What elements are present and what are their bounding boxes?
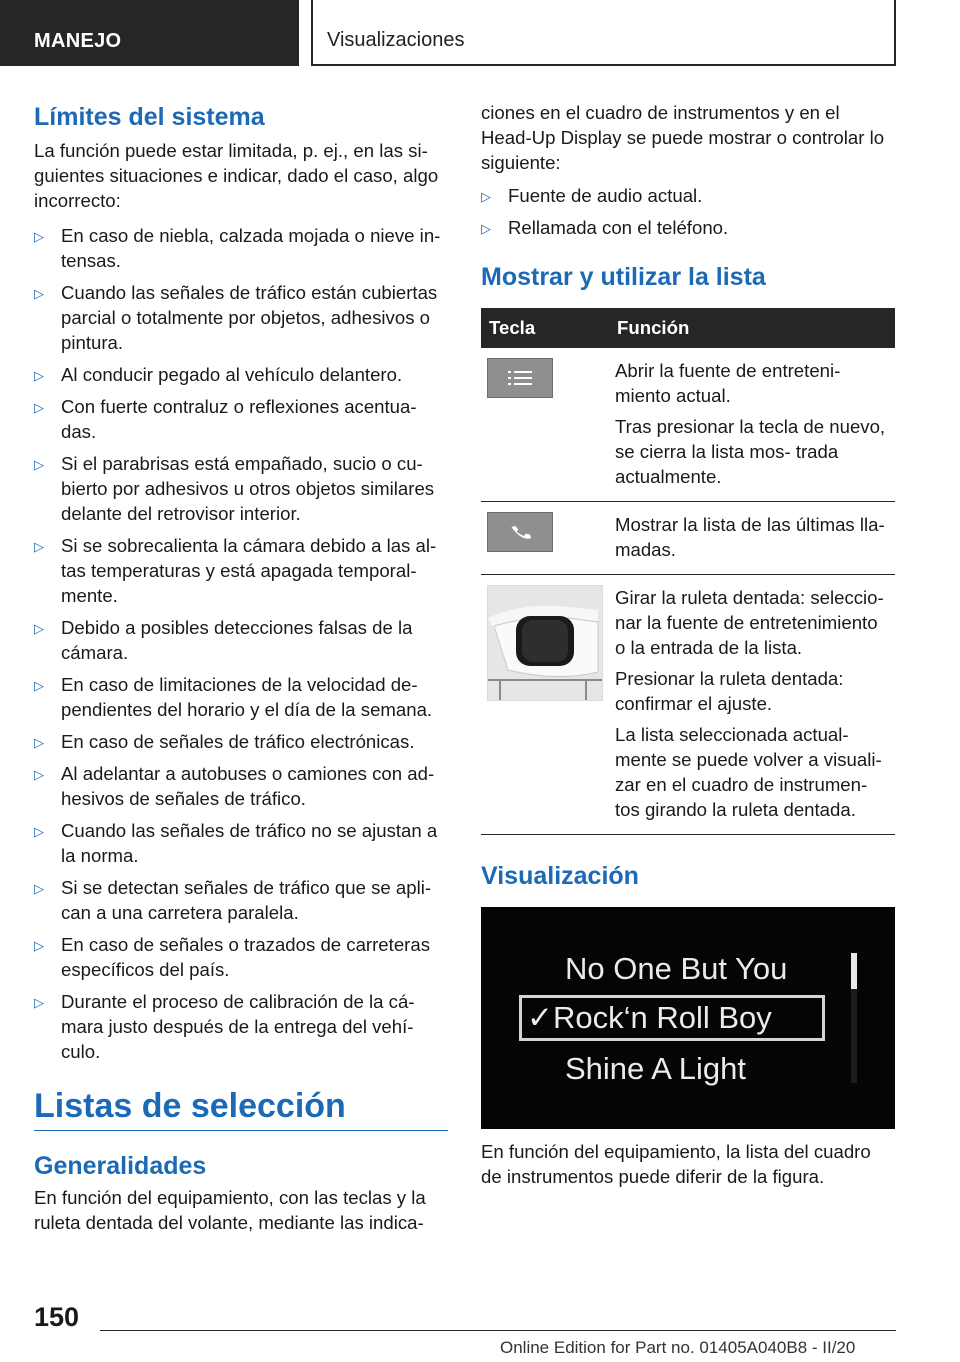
list-item: ▷ Al adelantar a autobuses o camiones con ad- hesivos de señales de tráfico.: [34, 763, 435, 809]
right-column: [481, 100, 895, 1189]
function-cell: Mostrar la lista de las últimas lla- madas.: [609, 502, 895, 575]
key-cell: [481, 348, 609, 502]
list-heading: Mostrar y utilizar la lista: [481, 263, 766, 291]
header-function: Función: [609, 308, 895, 348]
list-item: ▷ Si se sobrecalienta la cámara debido a las al- tas temperaturas y está apagada temporal- mente.: [34, 535, 437, 606]
general-text: En función del equipamiento, con las teclas y la ruleta dentada del volante, mediante las indica-: [34, 1187, 426, 1233]
display-row-selected: ✓Rock‘n Roll Boy: [527, 1000, 772, 1035]
list-item: ▷ Con fuerte contraluz o reflexiones acentua- das.: [34, 396, 417, 442]
list-item: ▷ Cuando las señales de tráfico están cubiertas parcial o totalmente por objetos, adhesivos o pintura.: [34, 282, 438, 353]
limits-list: [34, 223, 448, 1064]
page-number: 150: [34, 1302, 80, 1332]
list-item: ▷ En caso de señales de tráfico electrónicas.: [34, 729, 448, 754]
limits-heading: Límites del sistema: [34, 103, 265, 131]
bullet-triangle-icon: ▷: [34, 678, 44, 693]
display-scroll-thumb: [851, 953, 857, 989]
bullet-triangle-icon: ▷: [34, 735, 44, 750]
phone-icon: [487, 512, 553, 552]
display-caption: En función del equipamiento, la lista del cuadro de instrumentos puede diferir de la figura.: [481, 1141, 871, 1187]
general-heading: Generalidades: [34, 1152, 207, 1180]
display-heading: Visualización: [481, 862, 639, 890]
instrument-display: [481, 907, 895, 1129]
limits-intro: La función puede estar limitada, p. ej., en las si- guientes situaciones e indicar, dado el caso, algo incorrecto:: [34, 140, 439, 211]
list-item: ▷ En caso de limitaciones de la velocidad de- pendientes del horario y el día de la semana.: [34, 674, 433, 720]
thumbwheel-icon: [487, 585, 603, 701]
list-item: ▷ Rellamada con el teléfono.: [481, 215, 895, 240]
options-list: [481, 183, 895, 240]
function-cell: Girar la ruleta dentada: seleccio- nar la fuente de entretenimiento o la entrada de la lista. Presionar la ruleta dentada: confirmar el ajuste. La lista seleccionada actual- mente se puede volver a visuali- zar en el cuadro de instrumen- tos girando la ruleta dentada.: [609, 575, 895, 835]
bullet-triangle-icon: ▷: [34, 457, 44, 472]
list-item: ▷ Durante el proceso de calibración de la cá- mara justo después de la entrega del vehí- culo.: [34, 991, 415, 1062]
table-row: [481, 348, 895, 502]
bullet-triangle-icon: ▷: [34, 824, 44, 839]
display-row: Shine A Light: [565, 1051, 746, 1086]
bullet-triangle-icon: ▷: [34, 286, 44, 301]
table-row: [481, 575, 895, 835]
list-item: ▷ Si se detectan señales de tráfico que se apli- can a una carretera paralela.: [34, 877, 432, 923]
list-item: ▷ Cuando las señales de tráfico no se ajustan a la norma.: [34, 820, 438, 866]
bullet-triangle-icon: ▷: [34, 229, 44, 244]
section-tab: [0, 0, 299, 66]
bullet-triangle-icon: ▷: [34, 400, 44, 415]
keys-table: [481, 308, 895, 835]
bullet-triangle-icon: ▷: [34, 368, 44, 383]
bullet-triangle-icon: ▷: [34, 767, 44, 782]
left-column: [34, 100, 448, 1235]
edition-text: Online Edition for Part no. 01405A040B8 - II/20: [500, 1338, 856, 1357]
key-cell: [481, 502, 609, 575]
display-row: No One But You: [565, 951, 788, 986]
list-item: ▷ Fuente de audio actual.: [481, 183, 895, 208]
footer-rule: [100, 1330, 896, 1331]
table-header-row: [481, 308, 895, 348]
list-item: ▷ Al conducir pegado al vehículo delantero.: [34, 362, 448, 387]
list-item: ▷ Si el parabrisas está empañado, sucio o cu- bierto por adhesivos u otros objetos similares delante del retrovisor interior.: [34, 453, 435, 524]
bullet-triangle-icon: ▷: [34, 621, 44, 636]
list-item: ▷ Debido a posibles detecciones falsas de la cámara.: [34, 617, 413, 663]
header-key: Tecla: [481, 308, 609, 348]
list-icon: [487, 358, 553, 398]
display-scrollbar: [851, 953, 857, 1083]
bullet-triangle-icon: ▷: [481, 189, 491, 204]
bullet-triangle-icon: ▷: [34, 995, 44, 1010]
bullet-triangle-icon: ▷: [34, 938, 44, 953]
bullet-triangle-icon: ▷: [34, 881, 44, 896]
continued-text: ciones en el cuadro de instrumentos y en el Head-Up Display se puede mostrar o controlar lo siguiente:: [481, 102, 885, 173]
selection-heading: Listas de selección: [34, 1087, 346, 1125]
chapter-label: Visualizaciones: [327, 29, 465, 51]
section-label: MANEJO: [34, 30, 122, 52]
bullet-triangle-icon: ▷: [34, 539, 44, 554]
list-item: ▷ En caso de niebla, calzada mojada o nieve in- tensas.: [34, 225, 441, 271]
function-cell: Abrir la fuente de entreteni- miento actual. Tras presionar la tecla de nuevo, se cierra la lista mos- trada actualmente.: [609, 348, 895, 502]
bullet-triangle-icon: ▷: [481, 221, 491, 236]
selection-heading-wrap: [34, 1084, 448, 1131]
key-cell: [481, 575, 609, 835]
list-item: ▷ En caso de señales o trazados de carreteras específicos del país.: [34, 934, 430, 980]
chapter-tab: [311, 0, 896, 66]
table-row: [481, 502, 895, 575]
